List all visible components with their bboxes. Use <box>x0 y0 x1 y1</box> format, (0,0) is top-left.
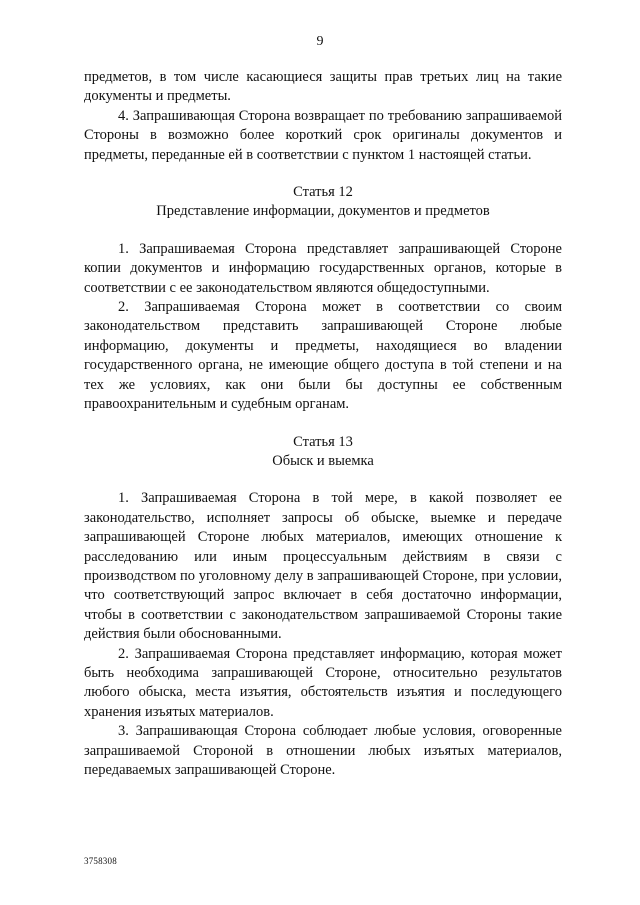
article-13-paragraph-3: 3. Запрашивающая Сторона соблюдает любые условия, оговоренные запрашиваемой Стороной в отношении любых изъятых материалов, передаваемых запрашивающей Стороне. <box>84 723 562 778</box>
page-number: 9 <box>316 34 324 49</box>
continuation-paragraph: предметов, в том числе касающиеся защиты прав третьих лиц на такие документы и предметы. <box>84 69 562 105</box>
article-12-title: Представление информации, документов и предметов <box>156 203 490 220</box>
article-13-paragraph-2: 2. Запрашиваемая Сторона представляет информацию, которая может быть необходима запрашивающей Стороне, относительно результатов любого обыска, места изъятия, обстоятельств изъятия и последующего хранения изъятых материалов. <box>84 645 562 720</box>
document-code: 3758308 <box>84 856 117 866</box>
article-12-paragraph-2: 2. Запрашиваемая Сторона может в соответствии со своим законодательством представить запрашивающей Стороне любые информацию, документы и предметы, находящиеся во владении государственного органа, не имеющие общего доступа в той степени и на тех же условиях, как они были бы доступны ее собственным правоохранительным и судебным органам. <box>84 299 562 413</box>
article-12-paragraph-1: 1. Запрашиваемая Сторона представляет запрашивающей Стороне копии документов и информацию государственных органов, которые в соответствии с ее законодательством являются общедоступными. <box>84 240 562 296</box>
article-13-number: Статья 13 <box>293 433 353 450</box>
article-12-number: Статья 12 <box>293 184 353 201</box>
article-13-paragraph-1: 1. Запрашиваемая Сторона в той мере, в какой позволяет ее законодательство, исполняет запросы об обыске, выемке и передаче запрашивающей Стороне любых материалов, имеющих отношение к расследованию или иным процессуальным действиям в связи с производством по уголовному делу в запрашивающей Стороне, при условии, что соответствующий запрос включает в себя достаточно информации, чтобы в соответствии с законодательством запрашиваемой Стороны такие действия были обоснованными. <box>84 490 562 643</box>
document-body <box>84 68 562 780</box>
article-13-title: Обыск и выемка <box>272 452 374 469</box>
continuation-paragraph-4: 4. Запрашивающая Сторона возвращает по требованию запрашиваемой Стороны в возможно более короткий срок оригиналы документов и предметы, переданные ей в соответствии с пунктом 1 настоящей статьи. <box>84 107 562 163</box>
